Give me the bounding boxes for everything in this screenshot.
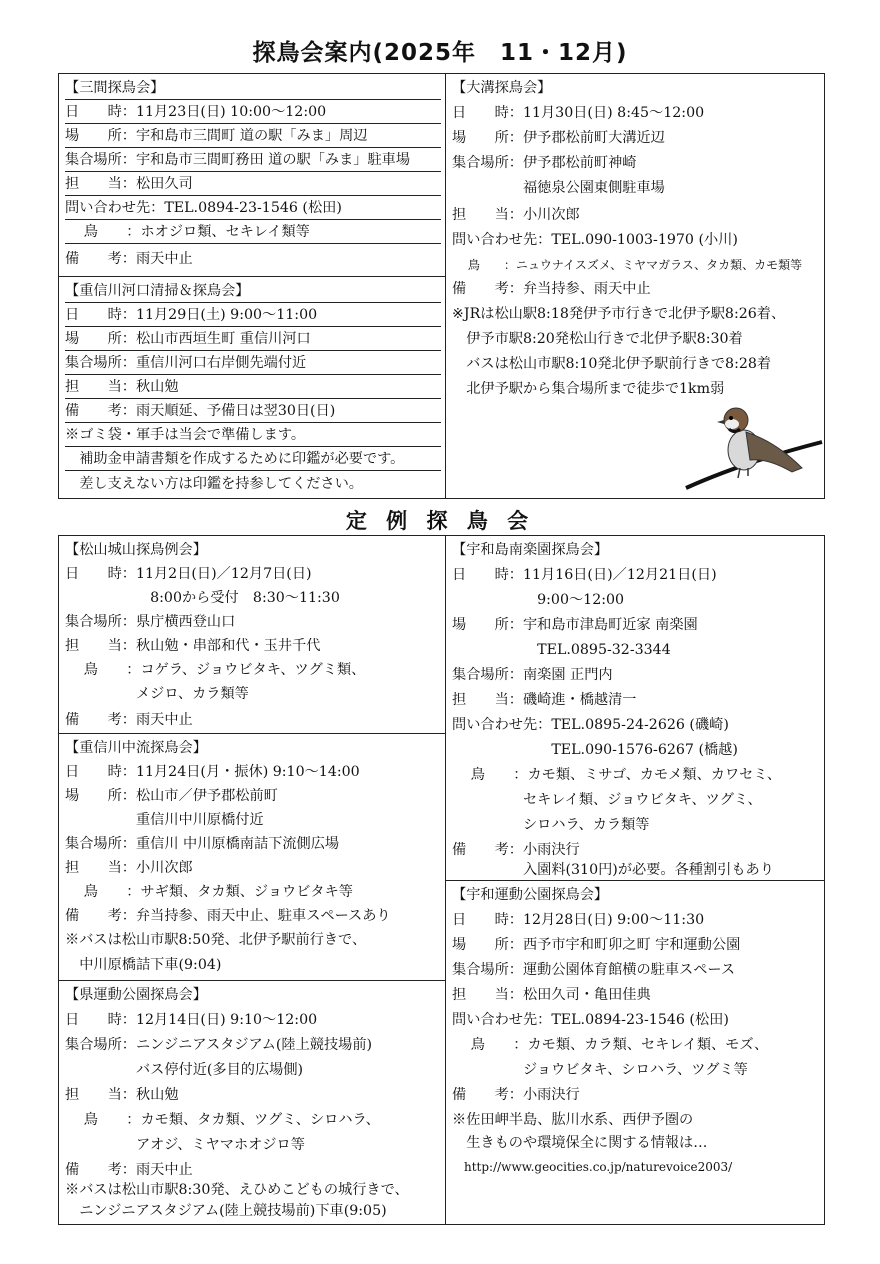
event-box-sanma	[58, 73, 446, 277]
event-line: 場 所：松山市／伊予郡松前町	[65, 788, 278, 804]
event-line: 場 所：西予市宇和町卯之町 宇和運動公園	[452, 937, 741, 953]
event-box-shigenobu-kako	[58, 276, 446, 499]
event-line: 備 考：雨天中止	[65, 251, 193, 267]
event-line: 日 時：11月2日(日)／12月7日(日)	[65, 566, 312, 582]
event-line: シロハラ、カラ類等	[452, 817, 650, 833]
event-line: 場 所：宇和島市津島町近家 南楽園	[452, 617, 698, 633]
event-line: 問い合わせ先：TEL.0894-23-1546 (松田)	[452, 1012, 729, 1028]
event-line: 場 所：宇和島市三間町 道の駅「みま」周辺	[65, 125, 441, 148]
event-line: 補助金申請書類を作成するために印鑑が必要です。	[65, 448, 441, 471]
event-header: 【宇和島南楽園探鳥会】	[452, 542, 609, 558]
event-line: ※ゴミ袋・軍手は当会で準備します。	[65, 424, 441, 447]
event-line: 問い合わせ先：TEL.0895-24-2626 (磯崎)	[452, 717, 729, 733]
event-line: ※佐田岬半島、肱川水系、西伊予圏の	[452, 1112, 694, 1128]
event-line: 入園料(310円)が必要。各種割引もあり	[452, 862, 774, 878]
event-line: 担 当：松田久司	[65, 173, 441, 196]
event-line: 集合場所：重信川河口右岸側先端付近	[65, 352, 441, 375]
event-line: 重信川中川原橋付近	[65, 812, 264, 828]
event-line: 中川原橋詰下車(9:04)	[65, 957, 222, 973]
event-line: 担 当：小川次郎	[452, 207, 580, 223]
event-line: 日 時：11月23日(日) 10:00～12:00	[65, 101, 441, 124]
event-line: 日 時：11月30日(日) 8:45～12:00	[452, 105, 705, 121]
page-title: 探鳥会案内(2025年 11・12月)	[252, 40, 628, 66]
event-header: 【重信川河口清掃＆探鳥会】	[65, 280, 441, 303]
event-line: 担 当：磯崎進・橋越清一	[452, 692, 637, 708]
event-line: 日 時：11月29日(土) 9:00～11:00	[65, 304, 441, 327]
event-header: 【宇和運動公園探鳥会】	[452, 887, 609, 903]
event-line: 集合場所：県庁横西登山口	[65, 614, 236, 630]
event-box-nanrakuen	[445, 535, 825, 881]
event-line: 鳥 ：カモ類、タカ類、ツグミ、シロハラ、	[65, 1112, 380, 1128]
event-line: メジロ、カラ類等	[65, 686, 249, 702]
event-line: 場 所：伊予郡松前町大溝近辺	[452, 130, 665, 146]
event-line: TEL.0895-32-3344	[452, 642, 671, 658]
event-line: 備 考：小雨決行	[452, 1087, 580, 1103]
event-line: 鳥 ：カモ類、ミサゴ、カモメ類、カワセミ、	[452, 767, 782, 783]
event-line: ※バスは松山市駅8:30発、えひめこどもの城行きで、	[65, 1182, 409, 1198]
event-line: 北伊予駅から集合場所まで徒歩で1km弱	[452, 381, 725, 397]
event-line: ※JRは松山駅8:18発伊予市行きで北伊予駅8:26着、	[452, 306, 786, 322]
event-header: 【県運動公園探鳥会】	[65, 987, 207, 1003]
event-line: 日 時：12月14日(日) 9:10～12:00	[65, 1012, 318, 1028]
event-line: 差し支えない方は印鑑を持参してください。	[65, 476, 363, 492]
event-line: 場 所：松山市西垣生町 重信川河口	[65, 328, 441, 351]
event-line: 担 当：小川次郎	[65, 860, 193, 876]
event-line: 備 考：雨天順延、予備日は翌30日(日)	[65, 400, 441, 423]
event-line: アオジ、ミヤマホオジロ等	[65, 1137, 305, 1153]
event-line: TEL.090-1576-6267 (橋越)	[452, 742, 738, 758]
event-line: 日 時：11月24日(月・振休) 9:10～14:00	[65, 764, 360, 780]
event-line: 集合場所：南楽園 正門内	[452, 667, 613, 683]
event-box-ken-undo	[58, 980, 446, 1225]
event-line: 備 考：小雨決行	[452, 842, 580, 858]
event-line: 鳥 ：コゲラ、ジョウビタキ、ツグミ類、	[65, 662, 366, 678]
event-line: 8:00から受付 8:30～11:30	[65, 590, 340, 606]
event-line: ニンジニアスタジアム(陸上競技場前)下車(9:05)	[65, 1203, 387, 1219]
event-line: 集合場所：運動公園体育館横の駐車スペース	[452, 962, 736, 978]
event-line: 9:00～12:00	[452, 592, 625, 608]
event-line: ※バスは松山市駅8:50発、北伊予駅前行きで、	[65, 932, 367, 948]
event-line: 鳥 ：サギ類、タカ類、ジョウビタキ等	[65, 884, 353, 900]
event-line: バス停付近(多目的広場側)	[65, 1062, 304, 1078]
event-line: 伊予市駅8:20発松山行きで北伊予駅8:30着	[452, 331, 743, 347]
event-line: セキレイ類、ジョウビタキ、ツグミ、	[452, 792, 762, 808]
event-line: 鳥 ：カモ類、カラ類、セキレイ類、モズ、	[452, 1037, 769, 1053]
event-link-url[interactable]: http://www.geocities.co.jp/naturevoice2003/	[452, 1160, 733, 1174]
event-box-omizo	[445, 73, 825, 499]
event-line: ジョウビタキ、シロハラ、ツグミ等	[452, 1062, 748, 1078]
event-line: 集合場所：伊予郡松前町神崎	[452, 155, 637, 171]
event-header: 【三間探鳥会】	[65, 77, 441, 100]
event-line: 日 時：11月16日(日)／12月21日(日)	[452, 567, 717, 583]
sparrow-illustration	[684, 402, 824, 498]
event-line: 備 考：弁当持参、雨天中止	[452, 281, 651, 297]
event-box-uwa-undo	[445, 880, 825, 1225]
event-line: 担 当：松田久司・亀田佳典	[452, 987, 651, 1003]
event-box-shigenobu-churyu	[58, 733, 446, 981]
event-line: 福徳泉公園東側駐車場	[452, 180, 665, 196]
event-line: 鳥 ：ホオジロ類、セキレイ類等	[65, 221, 441, 244]
event-line: 集合場所：重信川 中川原橋南詰下流側広場	[65, 836, 340, 852]
section-title-regular: 定 例 探 鳥 会	[345, 509, 535, 533]
event-line: 問い合わせ先：TEL.090-1003-1970 (小川)	[452, 232, 738, 248]
event-line: 鳥 ：ニュウナイスズメ、ミヤマガラス、タカ類、カモ類等	[452, 258, 803, 272]
event-line: 備 考：弁当持参、雨天中止、駐車スペースあり	[65, 908, 391, 924]
event-line: 日 時：12月28日(日) 9:00～11:30	[452, 912, 705, 928]
event-line: 担 当：秋山勉	[65, 376, 441, 399]
event-line: 生きものや環境保全に関する情報は…	[452, 1135, 708, 1151]
event-box-matsuyama-joyama	[58, 535, 446, 734]
event-header: 【松山城山探鳥例会】	[65, 542, 207, 558]
event-line: 備 考：雨天中止	[65, 1162, 193, 1178]
event-line: 集合場所：宇和島市三間町務田 道の駅「みま」駐車場	[65, 149, 441, 172]
event-line: 担 当：秋山勉・串部和代・玉井千代	[65, 638, 321, 654]
event-line: バスは松山市駅8:10発北伊予駅前行きで8:28着	[452, 356, 772, 372]
event-line: 備 考：雨天中止	[65, 712, 193, 728]
event-header: 【大溝探鳥会】	[452, 80, 552, 96]
event-line: 担 当：秋山勉	[65, 1087, 179, 1103]
event-line: 問い合わせ先：TEL.0894-23-1546 (松田)	[65, 197, 441, 220]
event-line: 集合場所：ニンジニアスタジアム(陸上競技場前)	[65, 1037, 373, 1053]
event-header: 【重信川中流探鳥会】	[65, 740, 207, 756]
